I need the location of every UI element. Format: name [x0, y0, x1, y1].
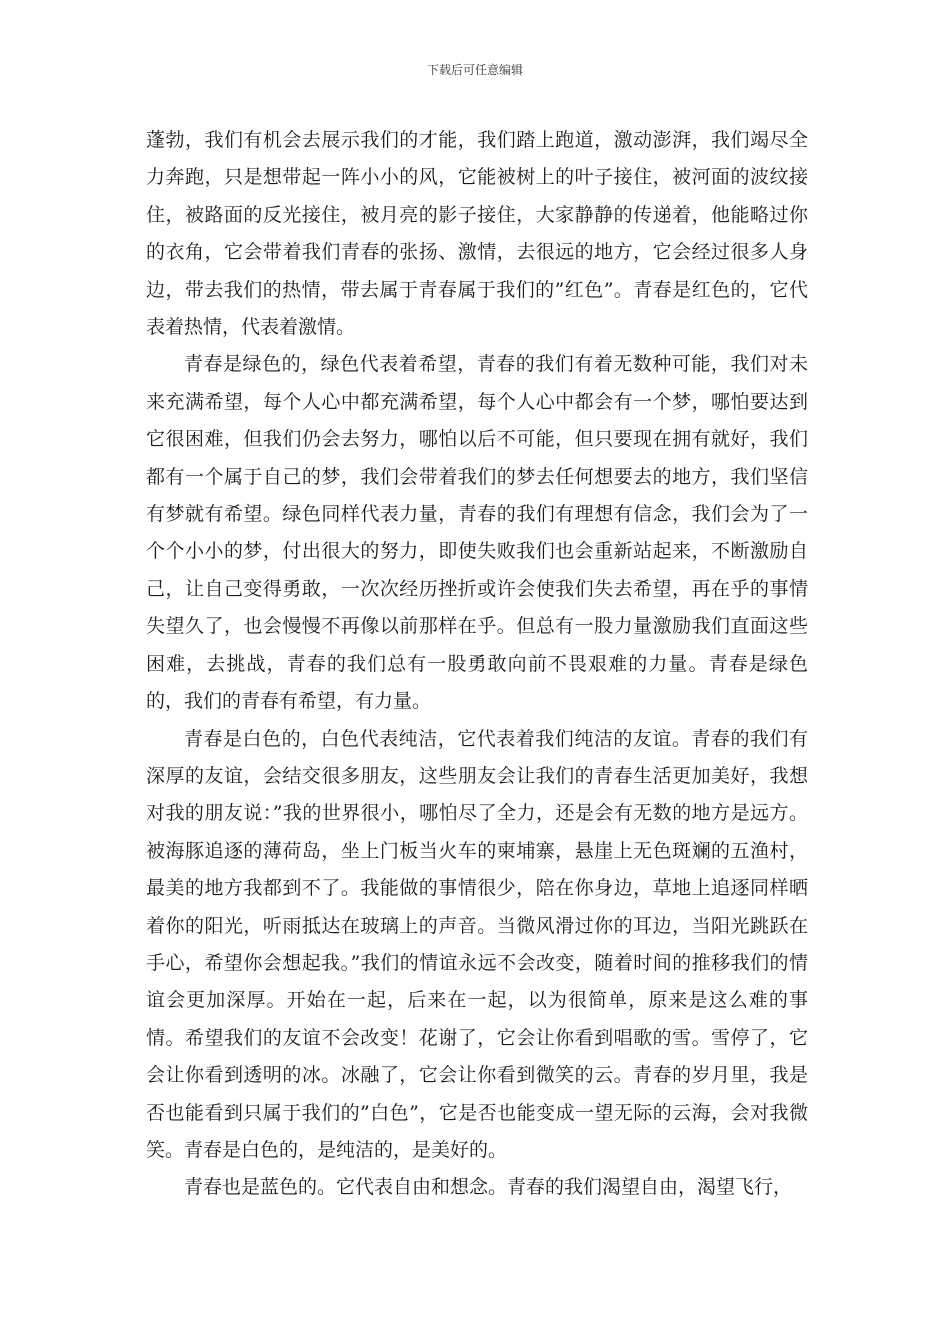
- document-body: [146, 122, 808, 1207]
- page-header: 下载后可任意编辑: [426, 63, 523, 77]
- paragraph-white: 青春是白色的，白色代表纯洁，它代表着我们纯洁的友谊。青春的我们有深厚的友谊，会结交很多朋友，这些朋友会让我们的青春生活更加美好，我想对我的朋友说：”我的世界很小，哪怕尽了全力，还是会有无数的地方是远方。被海豚追逐的薄荷岛，坐上门板当火车的柬埔寨，悬崖上无色斑斓的五渔村，最美的地方我都到不了。我能做的事情很少，陪在你身边，草地上追逐同样晒着你的阳光，听雨抵达在玻璃上的声音。当微风滑过你的耳边，当阳光跳跃在手心，希望你会想起我。”我们的情谊永远不会改变，随着时间的推移我们的情谊会更加深厚。开始在一起，后来在一起，以为很简单，原来是这么难的事情。希望我们的友谊不会改变！花谢了，它会让你看到唱歌的雪。雪停了，它会让你看到透明的冰。冰融了，它会让你看到微笑的云。青春的岁月里，我是否也能看到只属于我们的”白色”，它是否也能变成一望无际的云海，会对我微笑。青春是白色的，是纯洁的，是美好的。: [146, 727, 808, 1161]
- paragraph-blue: 青春也是蓝色的。它代表自由和想念。青春的我们渴望自由，渴望飞行，: [184, 1176, 793, 1199]
- paragraph-green: 青春是绿色的，绿色代表着希望，青春的我们有着无数种可能，我们对未来充满希望，每个人心中都充满希望，每个人心中都会有一个梦，哪怕要达到它很困难，但我们仍会去努力，哪怕以后不可能，但只要现在拥有就好，我们都有一个属于自己的梦，我们会带着我们的梦去任何想要去的地方，我们坚信有梦就有希望。绿色同样代表力量，青春的我们有理想有信念，我们会为了一个个小小的梦，付出很大的努力，即使失败我们也会重新站起来，不断激励自己，让自己变得勇敢，一次次经历挫折或许会使我们失去希望，再在乎的事情失望久了，也会慢慢不再像以前那样在乎。但总有一股力量激励我们直面这些困难，去挑战，青春的我们总有一股勇敢向前不畏艰难的力量。青春是绿色的，我们的青春有希望，有力量。: [146, 353, 808, 713]
- paragraph-red: 蓬勃，我们有机会去展示我们的才能，我们踏上跑道，激动澎湃，我们竭尽全力奔跑，只是想带起一阵小小的风，它能被树上的叶子接住，被河面的波纹接住，被路面的反光接住，被月亮的影子接住，大家静静的传递着，他能略过你的衣角，它会带着我们青春的张扬、激情，去很远的地方，它会经过很多人身边，带去我们的热情，带去属于青春属于我们的”红色”。青春是红色的，它代表着热情，代表着激情。: [146, 129, 808, 339]
